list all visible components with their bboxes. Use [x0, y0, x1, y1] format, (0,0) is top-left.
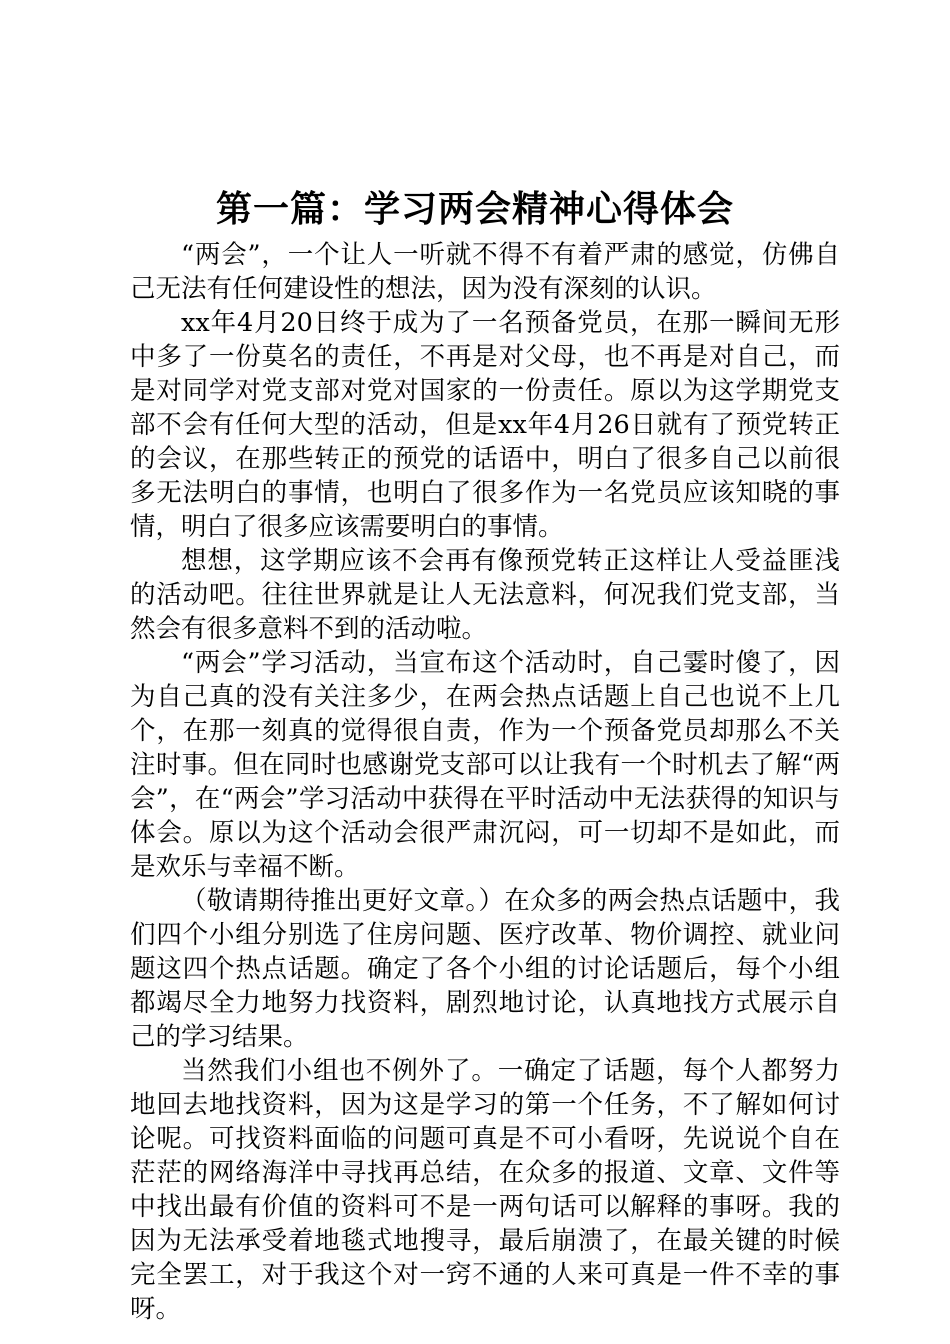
- document-title: 第一篇：学习两会精神心得体会: [215, 188, 734, 230]
- paragraph: 当然我们小组也不例外了。一确定了话题，每个人都努力地回去地找资料，因为这是学习的第一个任务，不了解如何讨论呢。可找资料面临的问题可真是不可小看呀，先说说个自在茫茫的网络海洋中寻找再总结，在众多的报道、文章、文件等中找出最有价值的资料可不是一两句话可以解释的事呀。我的因为无法承受着地毯式地搜寻，最后崩溃了，在最关键的时候完全罢工，对于我这个对一窍不通的人来可真是一件不幸的事呀。: [130, 1056, 840, 1324]
- document-body: [130, 238, 840, 1326]
- paragraph: “两会”学习活动，当宣布这个活动时，自己霎时傻了，因为自己真的没有关注多少，在两会热点话题上自己也说不上几个，在那一刻真的觉得很自责，作为一个预备党员却那么不关注时事。但在同时也感谢党支部可以让我有一个时机去了解“两会”，在“两会”学习活动中获得在平时活动中无法获得的知识与体会。原以为这个活动会很严肃沉闷，可一切却不是如此，而是欢乐与幸福不断。: [130, 648, 840, 882]
- paragraph: “两会”，一个让人一听就不得不有着严肃的感觉，仿佛自己无法有任何建设性的想法，因为没有深刻的认识。: [130, 240, 840, 304]
- paragraph: （敬请期待推出更好文章。）在众多的两会热点话题中，我们四个小组分别选了住房问题、医疗改革、物价调控、就业问题这四个热点话题。确定了各个小组的讨论话题后，每个小组都竭尽全力地努力找资料，剧烈地讨论，认真地找方式展示自己的学习结果。: [130, 886, 840, 1052]
- paragraph: 想想，这学期应该不会再有像预党转正这样让人受益匪浅的活动吧。往往世界就是让人无法意料，何况我们党支部，当然会有很多意料不到的活动啦。: [130, 546, 840, 644]
- paragraph: xx年4月20日终于成为了一名预备党员，在那一瞬间无形中多了一份莫名的责任，不再是对父母，也不再是对自己，而是对同学对党支部对党对国家的一份责任。原以为这学期党支部不会有任何大型的活动，但是xx年4月26日就有了预党转正的会议，在那些转正的预党的话语中，明白了很多自己以前很多无法明白的事情，也明白了很多作为一名党员应该知晓的事情，明白了很多应该需要明白的事情。: [130, 308, 840, 542]
